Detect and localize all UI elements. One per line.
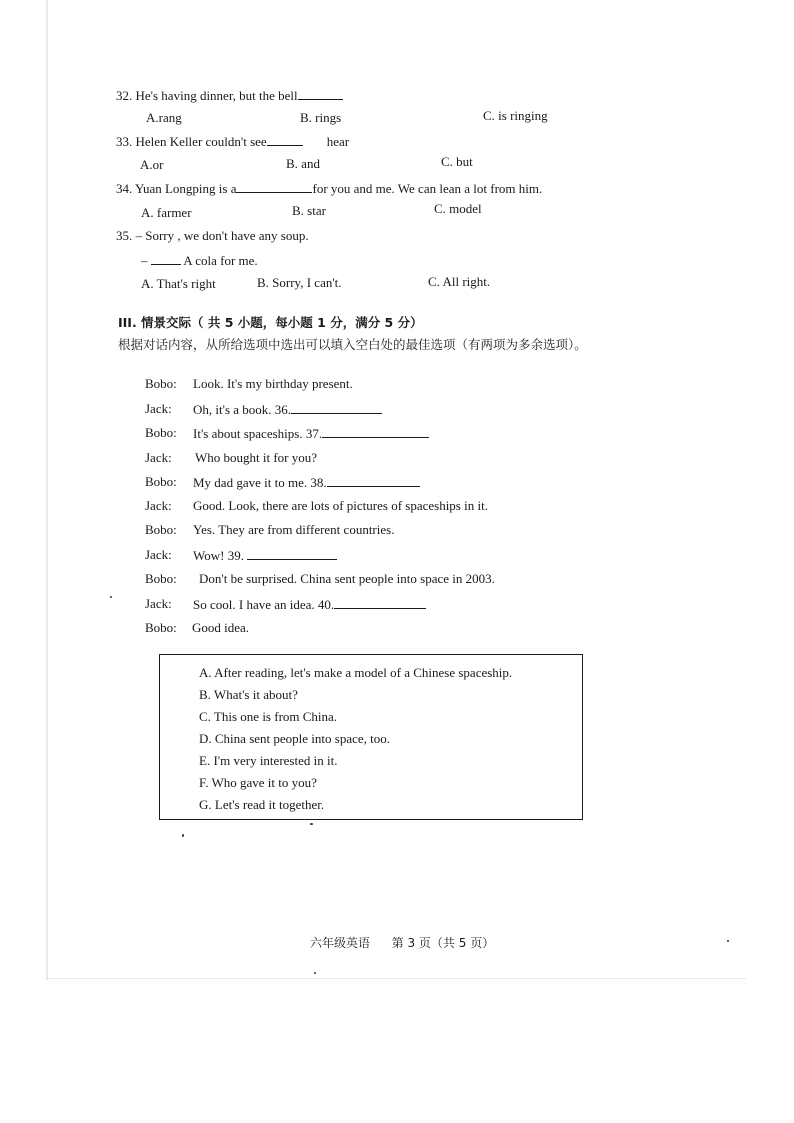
question-35-reply-dash: – bbox=[141, 253, 148, 268]
dialogue-line-8 bbox=[193, 547, 337, 564]
scan-speck bbox=[182, 834, 184, 837]
question-34-text: 34. Yuan Longping is a bbox=[116, 181, 237, 196]
blank-39 bbox=[247, 547, 337, 560]
dialogue-speaker-1: Bobo: bbox=[145, 376, 177, 391]
question-34-tail: for you and me. We can lean a lot from him. bbox=[312, 181, 543, 196]
question-32-option-b: B. rings bbox=[300, 110, 342, 125]
question-34-stem bbox=[116, 180, 542, 197]
dialogue-speaker-2: Jack: bbox=[145, 401, 172, 416]
dialogue-speaker-6: Jack: bbox=[145, 498, 172, 513]
dialogue-line-3-text: It's about spaceships. bbox=[193, 426, 303, 441]
question-34-option-b: B. star bbox=[292, 203, 326, 218]
scan-speck bbox=[310, 823, 313, 825]
question-32-stem bbox=[116, 87, 343, 104]
dialogue-speaker-3: Bobo: bbox=[145, 425, 177, 440]
scan-speck bbox=[110, 596, 112, 598]
blank-40 bbox=[334, 596, 426, 609]
question-33-text: 33. Helen Keller couldn't see bbox=[116, 134, 267, 149]
dialogue-speaker-10: Jack: bbox=[145, 596, 172, 611]
question-35-reply-text: A cola for me. bbox=[183, 253, 258, 268]
question-33-stem bbox=[116, 133, 349, 150]
question-33-option-c: C. but bbox=[441, 154, 473, 169]
dialogue-line-11: Good idea. bbox=[192, 620, 250, 635]
blank-38 bbox=[327, 474, 420, 487]
choice-a: A. After reading, let's make a model of a Chinese spaceship. bbox=[199, 665, 513, 680]
scan-speck bbox=[727, 940, 729, 942]
dialogue-line-10 bbox=[193, 596, 426, 613]
question-35-stem: 35. – Sorry , we don't have any soup. bbox=[116, 228, 309, 243]
question-35-option-c: C. All right. bbox=[428, 274, 491, 289]
choice-c: C. This one is from China. bbox=[199, 709, 338, 724]
dialogue-line-10-text: So cool. I have an idea. bbox=[193, 597, 315, 612]
section-title: III. 情景交际（ 共 5 小题，每小题 1 分，满分 5 分） bbox=[118, 315, 423, 330]
footer-page-number: 第 3 页（共 5 页） bbox=[391, 936, 495, 950]
question-32-blank bbox=[298, 87, 343, 100]
choices-box bbox=[159, 654, 583, 820]
dialogue-line-4: Who bought it for you? bbox=[195, 450, 318, 465]
dialogue-line-8-text: Wow! bbox=[193, 548, 225, 563]
choice-e: E. I'm very interested in it. bbox=[199, 753, 338, 768]
question-35-option-b: B. Sorry, I can't. bbox=[257, 275, 342, 290]
question-34-option-c: C. model bbox=[434, 201, 482, 216]
question-35-reply bbox=[141, 252, 258, 269]
question-32-text: 32. He's having dinner, but the bell bbox=[116, 88, 298, 103]
question-33-option-a: A.or bbox=[140, 157, 164, 172]
blank-37 bbox=[322, 425, 429, 438]
dialogue-line-1: Look. It's my birthday present. bbox=[193, 376, 353, 391]
question-32-option-a: A.rang bbox=[146, 110, 182, 125]
scan-edge-bottom bbox=[46, 978, 746, 979]
question-33-tail: hear bbox=[326, 134, 350, 149]
blank-40-number: 40. bbox=[317, 597, 335, 612]
question-34-blank bbox=[236, 180, 312, 193]
dialogue-line-5-text: My dad gave it to me. bbox=[193, 475, 308, 490]
section-instruction: 根据对话内容，从所给选项中选出可以填入空白处的最佳选项（有两项为多余选项）。 bbox=[118, 337, 587, 352]
blank-36-number: 36. bbox=[274, 402, 292, 417]
dialogue-line-2-text: Oh, it's a book. bbox=[193, 402, 272, 417]
question-35-option-a: A. That's right bbox=[141, 276, 216, 291]
question-33-blank bbox=[267, 133, 303, 146]
dialogue-line-3 bbox=[193, 425, 429, 442]
question-32-option-c: C. is ringing bbox=[483, 108, 548, 123]
dialogue-speaker-4: Jack: bbox=[145, 450, 172, 465]
dialogue-line-7: Yes. They are from different countries. bbox=[193, 522, 395, 537]
choice-g: G. Let's read it together. bbox=[199, 797, 325, 812]
dialogue-line-9: Don't be surprised. China sent people into space in 2003. bbox=[199, 571, 495, 586]
blank-36 bbox=[291, 401, 382, 414]
dialogue-line-6: Good. Look, there are lots of pictures of spaceships in it. bbox=[193, 498, 488, 513]
choice-d: D. China sent people into space, too. bbox=[199, 731, 390, 746]
dialogue-speaker-8: Jack: bbox=[145, 547, 172, 562]
dialogue-speaker-5: Bobo: bbox=[145, 474, 177, 489]
question-34-option-a: A. farmer bbox=[141, 205, 192, 220]
dialogue-speaker-9: Bobo: bbox=[145, 571, 177, 586]
choice-f: F. Who gave it to you? bbox=[199, 775, 317, 790]
footer bbox=[310, 934, 494, 951]
blank-37-number: 37. bbox=[305, 426, 323, 441]
dialogue-line-5 bbox=[193, 474, 420, 491]
dialogue-speaker-11: Bobo: bbox=[145, 620, 177, 635]
blank-38-number: 38. bbox=[310, 475, 327, 490]
question-33-option-b: B. and bbox=[286, 156, 320, 171]
question-35-blank bbox=[151, 252, 181, 265]
scan-speck bbox=[314, 972, 316, 974]
blank-39-number: 39. bbox=[227, 548, 244, 563]
dialogue-speaker-7: Bobo: bbox=[145, 522, 177, 537]
choice-b: B. What's it about? bbox=[199, 687, 298, 702]
dialogue-line-2 bbox=[193, 401, 382, 418]
footer-subject: 六年级英语 bbox=[310, 936, 371, 950]
scan-edge-left bbox=[46, 0, 48, 980]
